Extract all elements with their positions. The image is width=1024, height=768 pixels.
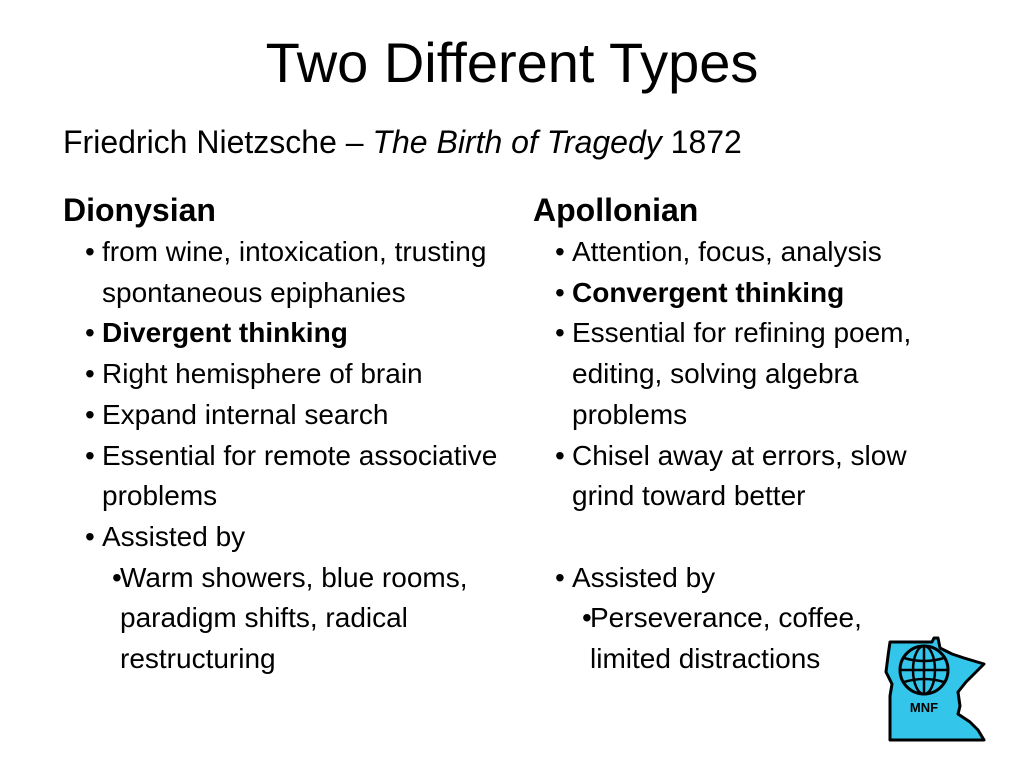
list-item-text: Convergent thinking (572, 276, 845, 308)
bullet-icon: • (85, 236, 95, 267)
list-item (63, 354, 503, 395)
list-item-text: Perseverance, coffee, limited distractions (590, 602, 862, 675)
apollonian-column (533, 190, 973, 680)
bullet-icon: • (555, 439, 565, 471)
list-spacer (533, 517, 973, 558)
list-item-text: Essential for refining poem, editing, solving algebra problems (572, 317, 912, 430)
subtitle-author: Friedrich Nietzsche – (63, 124, 373, 160)
list-item (63, 436, 503, 517)
list-item-text: from wine, intoxication, trusting spontaneous epiphanies (102, 236, 487, 308)
subtitle-work-title: The Birth of Tragedy (372, 124, 662, 160)
list-item-text: Warm showers, blue rooms, paradigm shifts, radical restructuring (120, 561, 468, 675)
sub-list-item (63, 558, 503, 680)
subtitle-year: 1872 (661, 124, 742, 160)
slide-title: Two Different Types (265, 31, 759, 94)
slide-subtitle (63, 122, 742, 162)
list-item (63, 313, 503, 354)
list-item (63, 517, 503, 558)
list-item-text: Attention, focus, analysis (572, 236, 882, 267)
list-item-text: Assisted by (572, 561, 716, 593)
bullet-icon: • (85, 439, 95, 471)
globe-icon (900, 646, 948, 694)
list-item-text: Essential for remote associative problems (102, 439, 498, 512)
dionysian-column (63, 190, 503, 680)
list-item-text: Right hemisphere of brain (102, 358, 423, 390)
list-item (533, 313, 973, 435)
apollonian-heading: Apollonian (533, 192, 699, 228)
mnf-logo (880, 636, 992, 746)
list-item (533, 232, 973, 273)
bullet-icon: • (582, 602, 592, 634)
list-item-text: Chisel away at errors, slow grind toward better (572, 439, 907, 512)
bullet-icon: • (555, 276, 565, 308)
list-item-text: Assisted by (102, 520, 246, 552)
list-item (533, 436, 973, 517)
bullet-icon: • (85, 520, 95, 552)
bullet-icon: • (85, 358, 95, 390)
list-item (63, 395, 503, 436)
bullet-icon: • (555, 561, 565, 593)
bullet-icon: • (555, 317, 565, 349)
bullet-icon: • (85, 398, 95, 430)
bullet-icon: • (85, 317, 95, 349)
list-item (533, 558, 973, 599)
list-item-text: Expand internal search (102, 398, 389, 430)
dionysian-heading: Dionysian (63, 192, 216, 228)
bullet-icon: • (112, 561, 122, 593)
list-item (63, 232, 503, 313)
list-item-text: Divergent thinking (102, 317, 348, 349)
apollonian-list (533, 232, 973, 680)
bullet-icon: • (555, 236, 565, 267)
list-item (533, 273, 973, 314)
logo-text: MNF (909, 700, 939, 715)
dionysian-list (63, 232, 503, 680)
